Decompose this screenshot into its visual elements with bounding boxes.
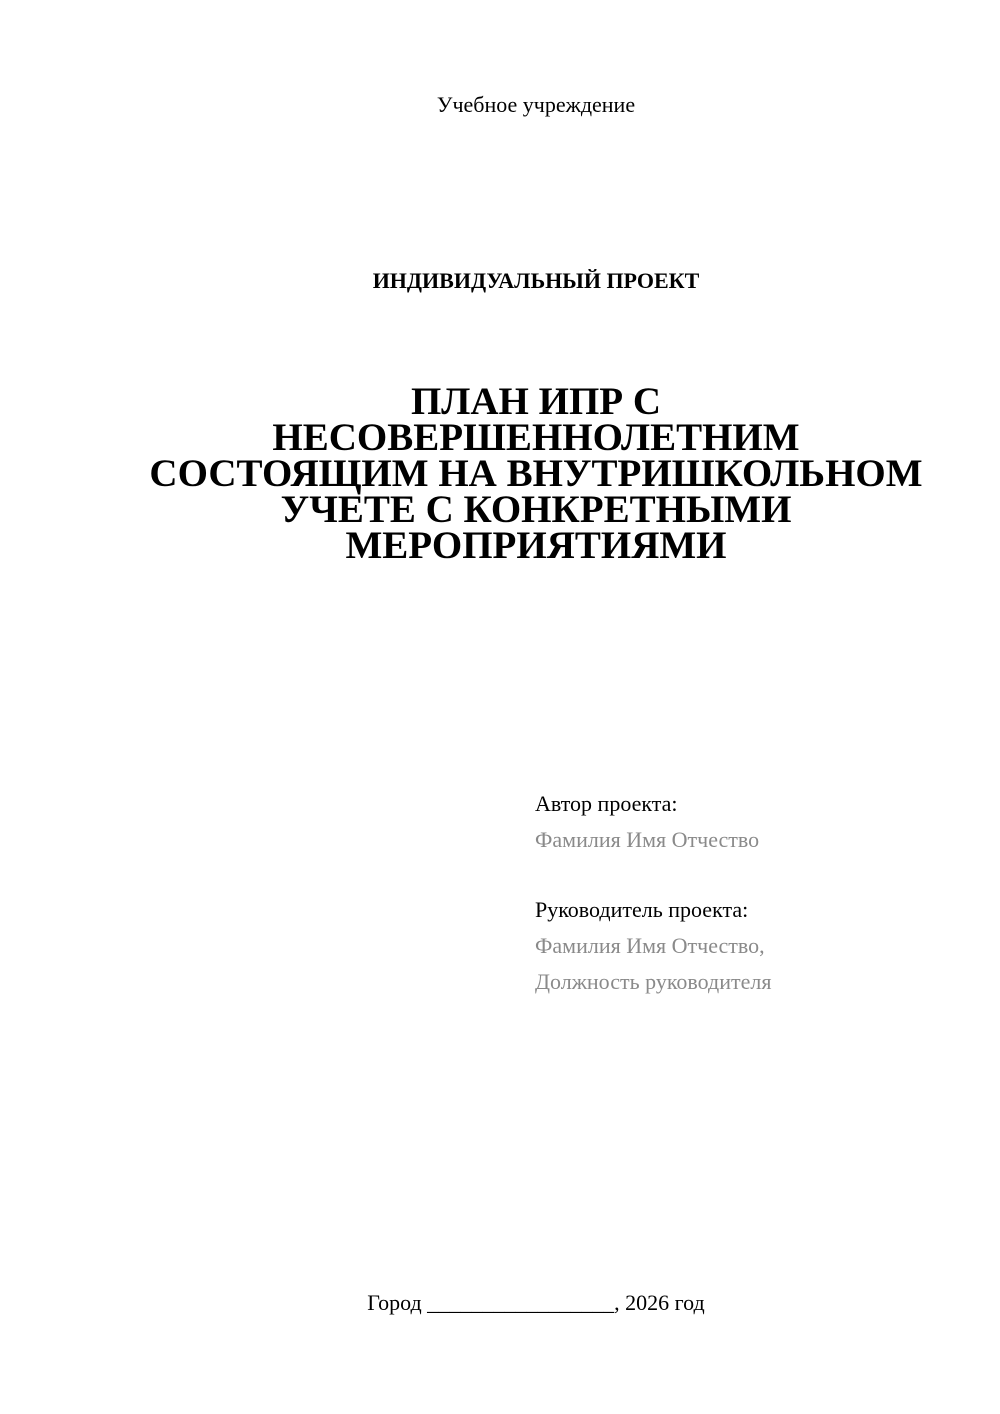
project-title — [130, 380, 942, 567]
project-title-line: НЕСОВЕРШЕННОЛЕТНИМ — [272, 416, 800, 459]
supervisor-name-placeholder: Фамилия Имя Отчество, — [535, 933, 765, 958]
credits-block — [535, 786, 975, 1000]
project-title-line: УЧЕТЕ С КОНКРЕТНЫМИ — [280, 488, 792, 531]
institution-name: Учебное учреждение — [436, 92, 636, 117]
project-title-line: ПЛАН ИПР С — [410, 380, 662, 423]
document-type: ИНДИВИДУАЛЬНЫЙ ПРОЕКТ — [372, 268, 700, 293]
supervisor-label: Руководитель проекта: — [535, 897, 749, 922]
author-label: Автор проекта: — [535, 791, 678, 816]
author-name-placeholder: Фамилия Имя Отчество — [535, 827, 760, 852]
spacer — [535, 858, 975, 892]
project-title-line: МЕРОПРИЯТИЯМИ — [345, 524, 727, 567]
supervisor-position-placeholder: Должность руководителя — [535, 969, 772, 994]
city-year-line: Город _________________, 2026 год — [367, 1290, 705, 1315]
project-title-line: СОСТОЯЩИМ НА ВНУТРИШКОЛЬНОМ — [149, 452, 923, 495]
